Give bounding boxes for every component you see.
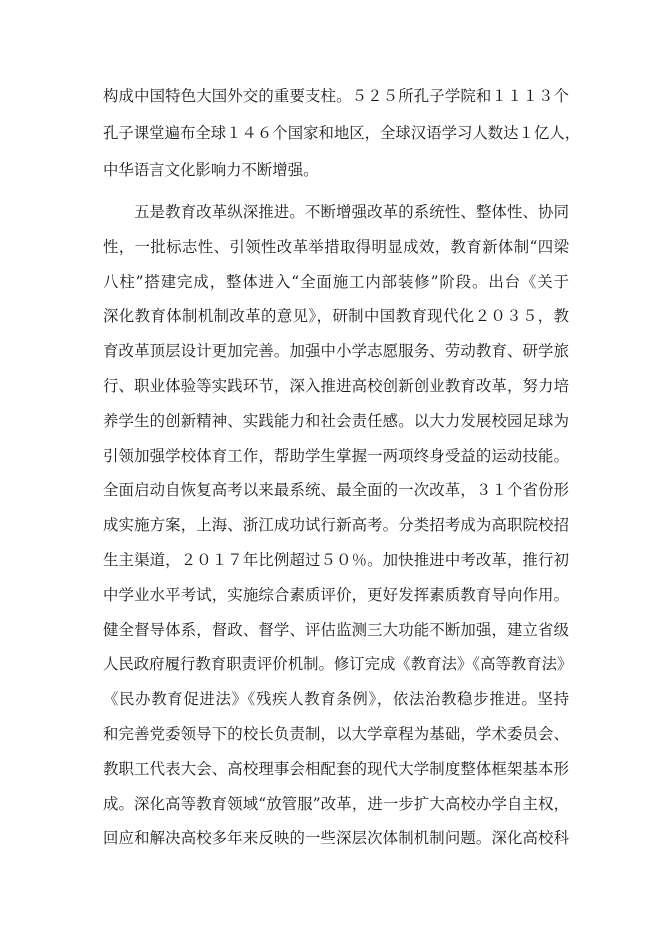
text-line: 育改革顶层设计更加完善。加强中小学志愿服务、劳动教育、研学旅: [103, 342, 569, 361]
text-line: 行、职业体验等实践环节，深入推进高校创新创业教育改革，努力培: [103, 377, 569, 395]
text-line: 八柱”搭建完成，整体进入“全面施工内部装修”阶段。出台《关于: [103, 272, 569, 291]
text-line: 全面启动自恢复高考以来最系统、最全面的一次改革，３１个省份形: [103, 481, 569, 500]
text-line: 性，一批标志性、引领性改革举措取得明显成效，教育新体制“四梁: [103, 237, 569, 256]
text-line: 中华语言文化影响力不断增强。: [103, 161, 319, 179]
text-line: 生主渠道，２０１７年比例超过５０％。加快推进中考改革，推行初: [103, 551, 569, 569]
text-line: 深化教育体制机制改革的意见》，研制中国教育现代化２０３５，教: [103, 307, 569, 326]
text-line: 《民办教育促进法》《残疾人教育条例》，依法治教稳步推进。坚持: [103, 690, 569, 709]
text-line: 养学生的创新精神、实践能力和社会责任感。以大力发展校园足球为: [103, 411, 569, 430]
text-line: 教职工代表大会、高校理事会相配套的现代大学制度整体框架基本形: [103, 759, 569, 778]
text-line: 五是教育改革纵深推进。不断增强改革的系统性、整体性、协同: [134, 203, 569, 221]
text-line: 孔子课堂遍布全球１４６个国家和地区，全球汉语学习人数达１亿人，: [103, 124, 581, 142]
text-line: 成。深化高等教育领域“放管服”改革，进一步扩大高校办学自主权，: [103, 794, 569, 813]
text-line: 回应和解决高校多年来反映的一些深层次体制机制问题。深化高校科: [103, 829, 569, 848]
text-line: 引领加强学校体育工作，帮助学生掌握一两项终身受益的运动技能。: [103, 446, 569, 465]
text-line: 构成中国特色大国外交的重要支柱。５２５所孔子学院和１１１３个: [103, 87, 569, 105]
text-line: 成实施方案，上海、浙江成功试行新高考。分类招考成为高职院校招: [103, 516, 569, 535]
text-line: 人民政府履行教育职责评价机制。修订完成《教育法》《高等教育法》: [103, 655, 573, 674]
text-line: 和完善党委领导下的校长负责制，以大学章程为基础，学术委员会、: [103, 725, 569, 743]
text-line: 健全督导体系，督政、督学、评估监测三大功能不断加强，建立省级: [103, 620, 569, 639]
text-line: 中学业水平考试，实施综合素质评价，更好发挥素质教育导向作用。: [103, 585, 569, 604]
